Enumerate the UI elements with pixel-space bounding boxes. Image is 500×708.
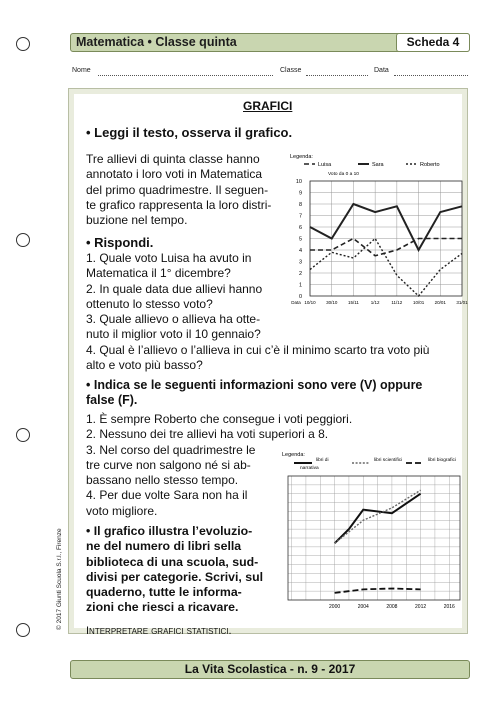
x-tick-label: 2000 — [329, 604, 341, 610]
y-tick-label: 0 — [298, 294, 302, 300]
y-tick-label: 8 — [298, 202, 302, 208]
statement-line: 4. Per due volte Sara non ha il — [86, 488, 248, 503]
header-title: Matematica • Classe quinta — [76, 35, 237, 49]
page-title: GRAFICI — [243, 99, 293, 113]
x-tick-label: 10/10 — [304, 300, 316, 305]
series-line-roberto — [310, 239, 462, 297]
y-tick-label: 6 — [298, 225, 302, 231]
name-line — [98, 75, 273, 76]
y-tick-label: 5 — [298, 236, 302, 243]
y-tick-label: 2 — [298, 271, 302, 277]
x-tick-label: 2012 — [415, 604, 427, 610]
statement-line: 3. Nel corso del quadrimestre le — [86, 442, 256, 457]
name-label: Nome — [72, 67, 91, 74]
heading-line: • Indica se le seguenti informazioni sono vere (V) oppure — [86, 378, 423, 392]
section2-heading: • Rispondi. — [86, 235, 154, 250]
statement-line: 1. È sempre Roberto che consegue i voti peggiori. — [86, 412, 353, 426]
date-label: Data — [374, 67, 389, 74]
text-line: te grafico rappresenta la loro distri- — [86, 197, 272, 212]
statement-line: voto migliore. — [86, 503, 158, 518]
question-line: ottenuto lo stesso voto? — [86, 296, 213, 311]
legend-title: Legenda: — [282, 452, 305, 458]
legend-label: narrativa — [300, 466, 319, 471]
question-line: alto e voto più basso? — [86, 358, 203, 373]
text-line: quaderno, tutte le informa- — [86, 585, 242, 600]
y-tick-label: 9 — [298, 190, 302, 197]
question-line: 1. Quale voto Luisa ha avuto in — [86, 251, 252, 265]
question-line: 4. Qual è l’allievo o l’allieva in cui c’è il minimo scarto tra voto più — [86, 342, 430, 357]
x-tick-label: 30/10 — [326, 300, 338, 305]
grades-chart — [280, 148, 470, 318]
section1-heading: • Leggi il testo, osserva il grafico. — [86, 125, 293, 140]
text-line: • Il grafico illustra l’evoluzio- — [86, 524, 253, 538]
y-tick-label: 3 — [298, 259, 302, 266]
text-line: divisi per categorie. Scrivi, sul — [86, 569, 264, 584]
text-line: Tre allievi di quinta classe hanno — [86, 152, 260, 166]
text-line: ne del numero di libri sella — [86, 539, 242, 554]
x-tick-label: 10/01 — [412, 300, 425, 305]
binder-hole — [16, 428, 30, 442]
class-line — [306, 75, 368, 76]
statement-line: bassano nello stesso tempo. — [86, 473, 239, 488]
question-line: 2. In quale data due allievi hanno — [86, 281, 263, 296]
text-line: zioni che riesci a ricavare. — [86, 600, 239, 615]
date-line — [394, 75, 468, 76]
y-tick-label: 10 — [295, 179, 302, 185]
binder-hole — [16, 623, 30, 637]
copyright: © 2017 Giunti Scuola S.r.l., Firenze — [56, 528, 63, 630]
skill-note: Interpretare grafici statistici. — [86, 625, 232, 637]
legend-label: Sara — [372, 162, 384, 168]
question-line: nuto il miglior voto il 10 gennaio? — [86, 327, 261, 342]
legend-label: libri di — [316, 458, 329, 463]
x-tick-label: 2016 — [443, 604, 455, 610]
statement-line: 2. Nessuno dei tre allievi ha voti superiori a 8. — [86, 427, 329, 442]
y-axis-label: Voto da 0 a 10 — [328, 172, 359, 177]
footer-bar: La Vita Scolastica - n. 9 - 2017 — [70, 660, 470, 679]
legend-title: Legenda: — [290, 154, 313, 160]
heading-line: false (F). — [86, 393, 138, 408]
text-line: biblioteca di una scuola, sud- — [86, 554, 259, 569]
x-tick-label: 1/12 — [370, 300, 380, 305]
question-line: 3. Quale allievo o allieva ha otte- — [86, 312, 261, 327]
books-chart — [282, 448, 470, 618]
y-tick-label: 1 — [298, 282, 302, 289]
y-tick-label: 7 — [298, 213, 302, 220]
intro-text — [86, 152, 271, 228]
x-tick-label: 20/01 — [434, 300, 446, 305]
class-label: Classe — [280, 67, 302, 74]
sheet-label: Scheda 4 — [396, 33, 470, 52]
question-line: Matematica il 1° dicembre? — [86, 266, 231, 281]
x-tick-label: 2004 — [357, 604, 369, 610]
statement-line: tre curve non salgono né si ab- — [86, 457, 251, 472]
section4-text — [86, 524, 263, 616]
y-tick-label: 4 — [298, 248, 302, 254]
legend-label: Luisa — [318, 162, 332, 168]
x-axis-label: Data — [291, 300, 301, 305]
binder-hole — [16, 233, 30, 247]
legend-label: libri biografici — [428, 458, 456, 463]
text-line: buzione nel tempo. — [86, 213, 188, 228]
x-tick-label: 11/12 — [391, 300, 403, 305]
legend-label: libri scientifici — [374, 458, 403, 463]
section3-heading — [86, 378, 422, 409]
x-tick-label: 31/01 — [456, 300, 468, 305]
legend-label: Roberto — [420, 162, 440, 168]
text-line: annotato i loro voti in Matematica — [86, 167, 263, 182]
x-tick-label: 15/11 — [347, 300, 359, 305]
text-line: del primo quadrimestre. Il seguen- — [86, 182, 269, 197]
binder-hole — [16, 37, 30, 51]
x-tick-label: 2008 — [386, 604, 398, 610]
